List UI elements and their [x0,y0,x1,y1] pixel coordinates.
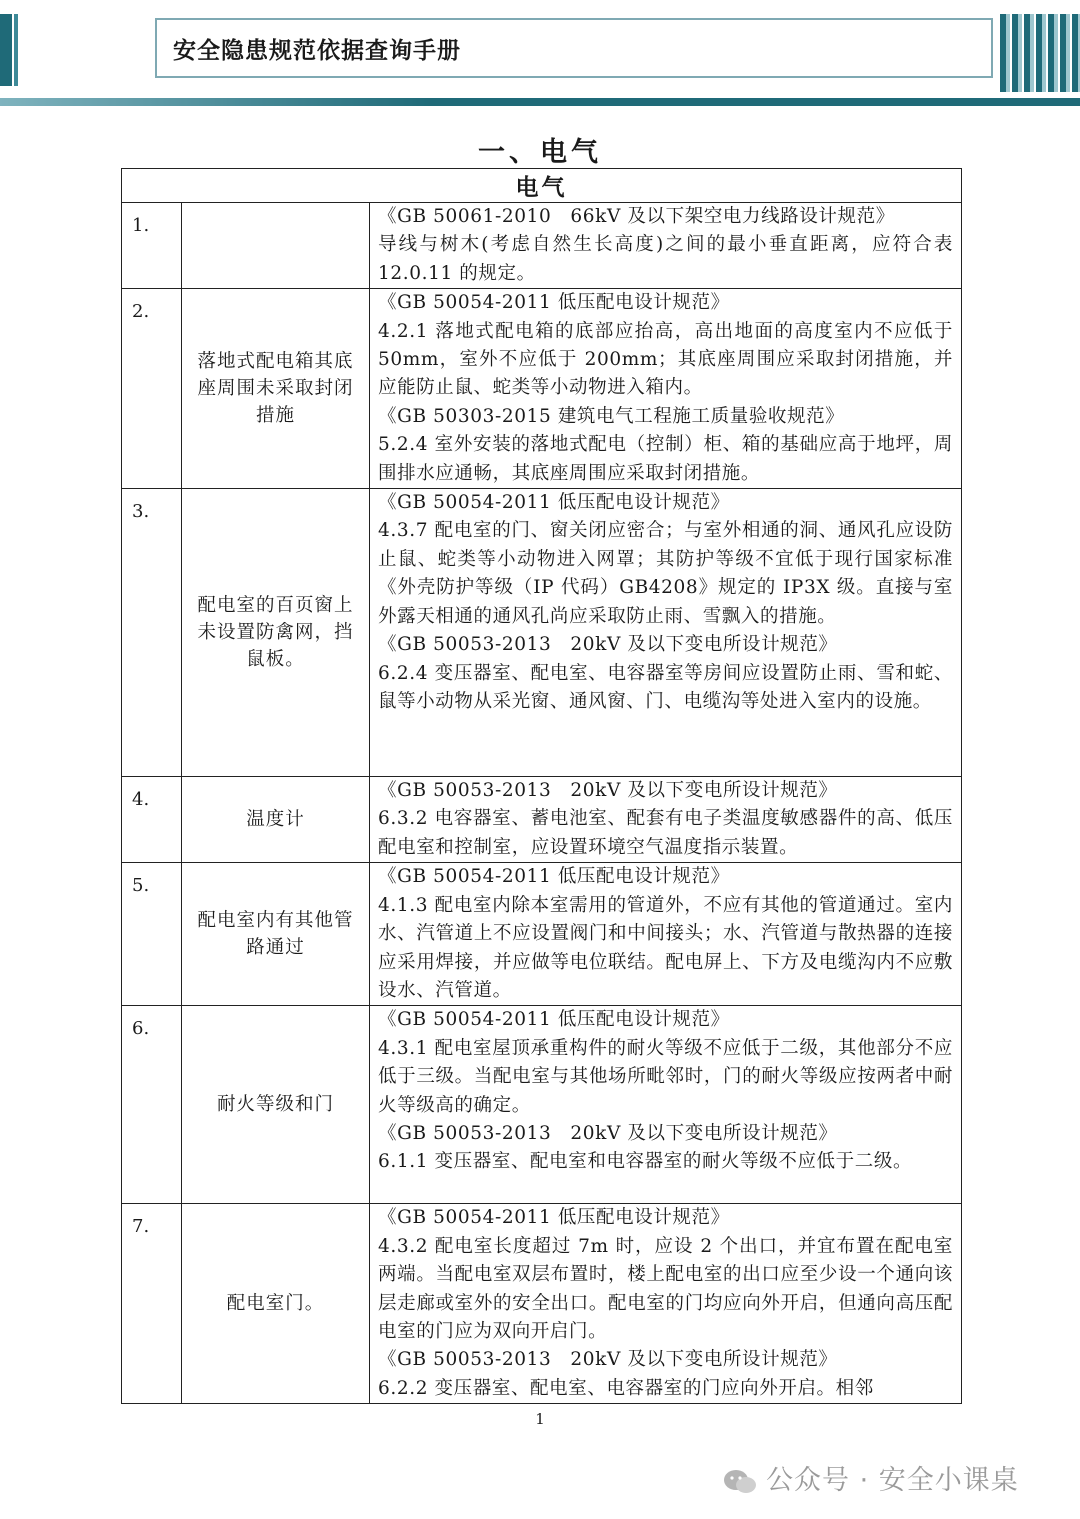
hazard-item: 配电室门。 [182,1204,370,1404]
basis-line: 《GB 50054-2011 低压配电设计规范》 [378,492,730,514]
header-accent-bar [0,14,12,86]
basis-line: 4.3.1 配电室屋顶承重构件的耐火等级不应低于二级，其他部分不应低于三级。当配电室与其他场所毗邻时，门的耐火等级应按两者中耐火等级高的确定。 [378,1037,954,1116]
hazard-item: 温度计 [182,777,370,863]
header-accent-bar-thin [14,14,18,86]
page-number: 1 [535,1410,545,1428]
basis-line: 《GB 50054-2011 低压配电设计规范》 [378,1009,730,1031]
row-number: 5. [122,863,182,1006]
table-row [122,1204,962,1404]
regulation-basis [370,863,962,1006]
basis-line: 《GB 50061-2010 66kV 及以下架空电力线路设计规范》 [378,206,895,227]
hazard-item: 耐火等级和门 [182,1006,370,1204]
header-title: 安全隐患规范依据查询手册 [173,37,461,64]
basis-line: 4.3.2 配电室长度超过 7m 时，应设 2 个出口，并宜布置在配电室两端。当配电室双层布置时，楼上配电室的出口应至少设一个通向该层走廊或室外的安全出口。配电室的门均应向外开启，但通向高压配电室的门应为双向开启门。 [378,1235,954,1342]
basis-line: 6.2.4 变压器室、配电室、电容器室等房间应设置防止雨、雪和蛇、鼠等小动物从采光窗、通风窗、门、电缆沟等处进入室内的设施。 [378,662,954,712]
header-underline [0,98,1080,106]
table-row [122,777,962,863]
basis-line: 6.3.2 电容器室、蓄电池室、配套有电子类温度敏感器件的高、低压配电室和控制室，应设置环境空气温度指示装置。 [378,808,954,858]
row-number: 2. [122,289,182,489]
basis-line: 4.3.7 配电室的门、窗关闭应密合；与室外相通的洞、通风孔应设防止鼠、蛇类等小动物进入网罩；其防护等级不宜低于现行国家标准《外壳防护等级（IP 代码）GB4208》规定的 IP3X 级。直接与室外露天相通的通风孔尚应采取防止雨、雪飘入的措施。 [378,520,954,627]
header-stripes [1000,14,1080,92]
basis-line: 《GB 50303-2015 建筑电气工程施工质量验收规范》 [378,405,845,427]
document-title: 一、电气 [478,137,602,168]
basis-line: 《GB 50053-2013 20kV 及以下变电所设计规范》 [378,1349,838,1371]
wechat-icon [722,1468,758,1496]
header-title-box [155,18,993,78]
row-number: 6. [122,1006,182,1204]
category-row [122,169,962,203]
hazard-item: 配电室内有其他管路通过 [182,863,370,1006]
table-row [122,489,962,777]
basis-line: 《GB 50054-2011 低压配电设计规范》 [378,866,730,888]
regulation-basis [370,1204,962,1404]
basis-line: 《GB 50053-2013 20kV 及以下变电所设计规范》 [378,1122,838,1144]
row-number: 7. [122,1204,182,1404]
regulation-basis [370,489,962,777]
basis-line: 6.2.2 变压器室、配电室、电容器室的门应向外开启。相邻 [378,1377,874,1399]
basis-line: 6.1.1 变压器室、配电室和电容器室的耐火等级不应低于二级。 [378,1151,913,1173]
table-row [122,203,962,289]
basis-line: 《GB 50053-2013 20kV 及以下变电所设计规范》 [378,780,838,802]
basis-line: 4.1.3 配电室内除本室需用的管道外，不应有其他的管道通过。室内水、汽管道上不应设置阀门和中间接头；水、汽管道与散热器的连接应采用焊接，并应做等电位联结。配电屏上、下方及电缆沟内不应敷设水、汽管道。 [378,894,954,1001]
row-number: 3. [122,489,182,777]
row-number: 1. [122,203,182,289]
basis-line: 《GB 50053-2013 20kV 及以下变电所设计规范》 [378,634,838,656]
table-row [122,289,962,489]
hazard-item [182,203,370,289]
hazard-item: 落地式配电箱其底座周围未采取封闭措施 [182,289,370,489]
watermark [722,1458,1019,1497]
basis-line: 4.2.1 落地式配电箱的底部应抬高，高出地面的高度室内不应低于 50mm，室外不应低于 200mm；其底座周围应采取封闭措施，并应能防止鼠、蛇类等小动物进入箱内。 [378,320,954,399]
regulation-basis [370,289,962,489]
basis-line: 《GB 50054-2011 低压配电设计规范》 [378,292,730,314]
basis-line: 导线与树木(考虑自然生长高度)之间的最小垂直距离，应符合表 12.0.11 的规定。 [378,234,954,284]
table-row [122,1006,962,1204]
regulation-table [121,168,962,1404]
basis-line: 5.2.4 室外安装的落地式配电（控制）柜、箱的基础应高于地坪，周围排水应通畅，其底座周围应采取封闭措施。 [378,434,954,484]
regulation-basis [370,203,962,289]
basis-line: 《GB 50054-2011 低压配电设计规范》 [378,1207,730,1229]
category-heading: 电气 [122,169,962,203]
regulation-basis [370,1006,962,1204]
table-row [122,863,962,1006]
hazard-item: 配电室的百页窗上未设置防禽网，挡鼠板。 [182,489,370,777]
watermark-text: 公众号 · 安全小课桌 [766,1465,1019,1496]
regulation-basis [370,777,962,863]
row-number: 4. [122,777,182,863]
